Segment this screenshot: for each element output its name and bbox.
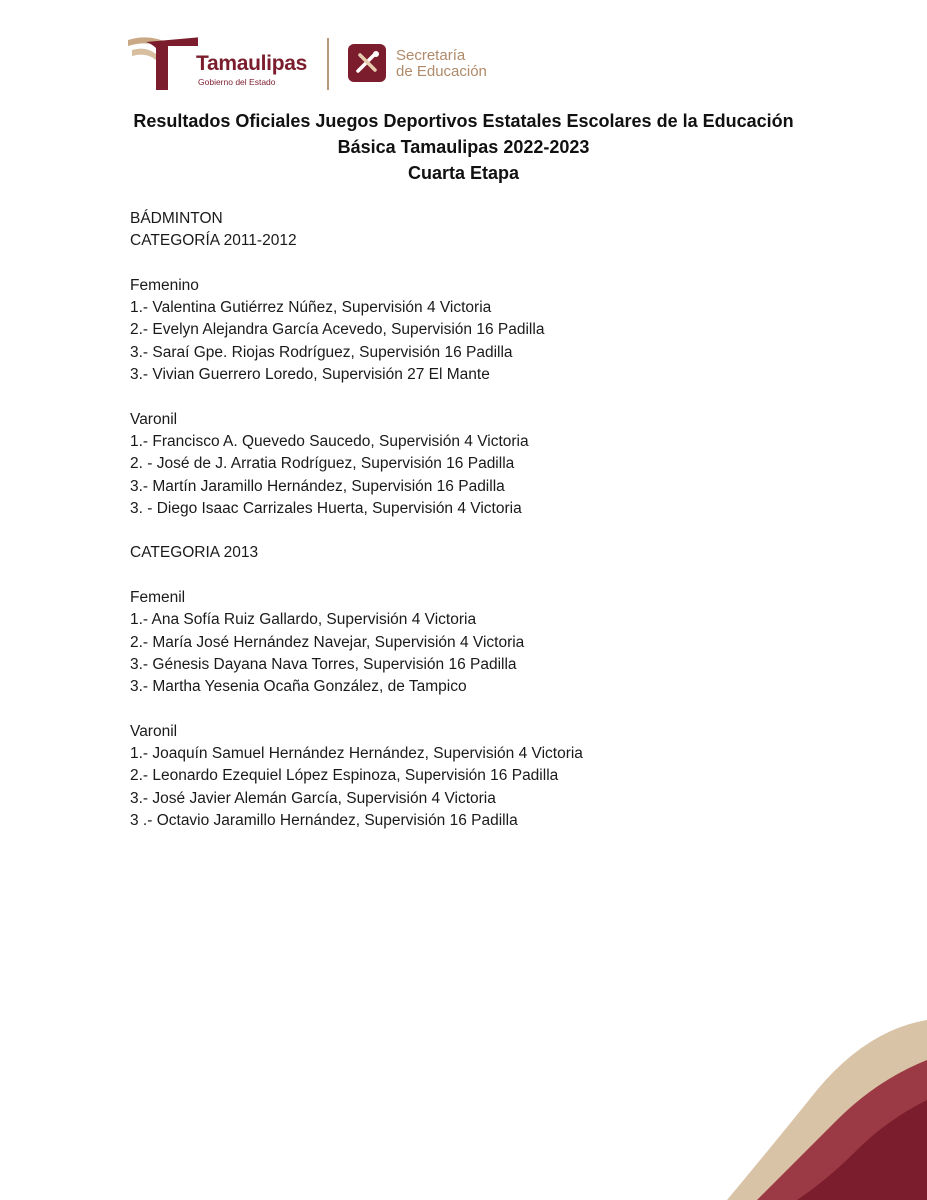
- secretaria-line-2: de Educación: [396, 63, 487, 80]
- results-content: [130, 208, 850, 832]
- document-header: [126, 32, 526, 94]
- result-item: 1.- Francisco A. Quevedo Saucedo, Supervisión 4 Victoria: [130, 432, 529, 450]
- secretaria-logo: [348, 44, 528, 86]
- result-item: 3.- Vivian Guerrero Loredo, Supervisión 27 El Mante: [130, 366, 490, 384]
- result-item: 1.- Joaquín Samuel Hernández Hernández, Supervisión 4 Victoria: [130, 745, 583, 763]
- result-item: 3.- José Javier Alemán García, Supervisión 4 Victoria: [130, 789, 496, 807]
- title-line-3: Cuarta Etapa: [407, 163, 520, 183]
- document-title: [0, 108, 927, 186]
- result-item: 3.- Martha Yesenia Ocaña González, de Tampico: [130, 678, 467, 696]
- sport-heading: BÁDMINTON: [130, 210, 223, 227]
- result-item: 2.- María José Hernández Navejar, Supervisión 4 Victoria: [130, 633, 525, 651]
- result-item: 3 .- Octavio Jaramillo Hernández, Supervisión 16 Padilla: [130, 812, 518, 830]
- group-label: Varonil: [130, 410, 178, 428]
- tamaulipas-logo: [126, 32, 326, 94]
- secretaria-line-1: Secretaría: [396, 47, 466, 64]
- result-item: 3. - Diego Isaac Carrizales Huerta, Supervisión 4 Victoria: [130, 499, 522, 517]
- decorative-corner-swoosh: [667, 1020, 927, 1200]
- group-label: Femenil: [130, 589, 186, 607]
- tamaulipas-t-icon: [126, 34, 198, 92]
- category-heading: CATEGORIA 2013: [130, 544, 259, 562]
- result-item: 1.- Valentina Gutiérrez Núñez, Supervisión 4 Victoria: [130, 299, 492, 317]
- tamaulipas-subtitle: Gobierno del Estado: [198, 77, 276, 87]
- tamaulipas-wordmark: Tamaulipas: [196, 52, 307, 75]
- result-item: 2.- Leonardo Ezequiel López Espinoza, Supervisión 16 Padilla: [130, 767, 559, 785]
- result-item: 3.- Saraí Gpe. Riojas Rodríguez, Supervisión 16 Padilla: [130, 343, 513, 361]
- result-item: 1.- Ana Sofía Ruiz Gallardo, Supervisión 4 Victoria: [130, 611, 477, 629]
- title-line-2: Básica Tamaulipas 2022-2023: [337, 137, 590, 157]
- group-label: Varonil: [130, 722, 178, 740]
- result-item: 3.- Martín Jaramillo Hernández, Supervisión 16 Padilla: [130, 477, 505, 495]
- secretaria-badge-icon: [348, 44, 386, 82]
- result-item: 2.- Evelyn Alejandra García Acevedo, Supervisión 16 Padilla: [130, 321, 545, 339]
- title-line-1: Resultados Oficiales Juegos Deportivos Estatales Escolares de la Educación: [133, 111, 794, 131]
- group-label: Femenino: [130, 276, 199, 294]
- result-item: 2. - José de J. Arratia Rodríguez, Supervisión 16 Padilla: [130, 455, 515, 473]
- logo-divider: [327, 38, 329, 90]
- category-heading: CATEGORÍA 2011-2012: [130, 232, 297, 250]
- result-item: 3.- Génesis Dayana Nava Torres, Supervisión 16 Padilla: [130, 655, 517, 673]
